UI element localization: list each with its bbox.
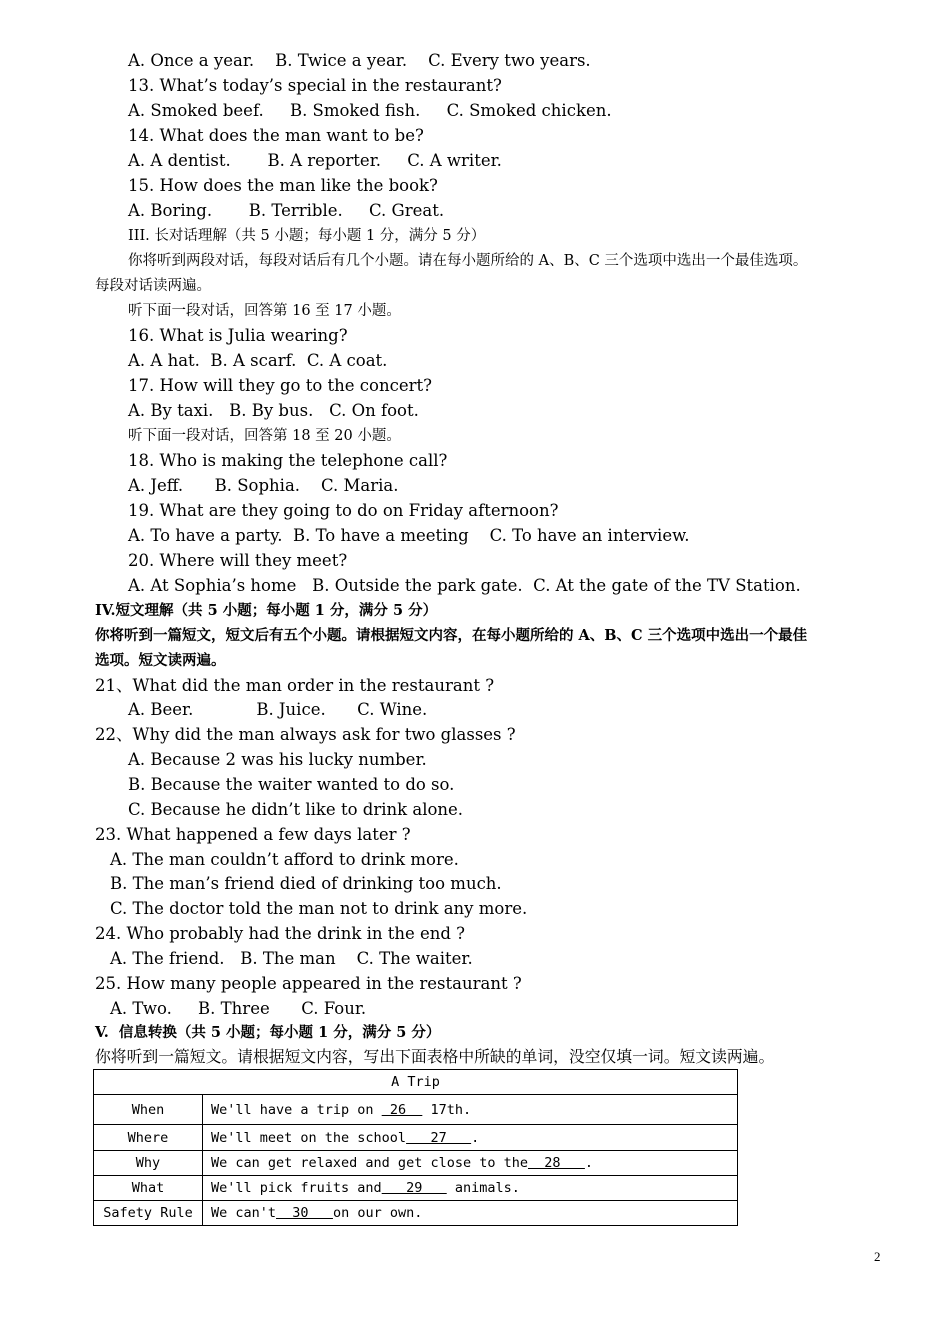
answer-blank-28: 28 [527,1155,585,1171]
q24-options: A. The friend. B. The man C. The waiter. [110,949,473,968]
trip-table-title: A Trip [94,1070,738,1095]
q15-question: 15. How does the man like the book? [128,176,438,195]
section-iii-heading: III. 长对话理解（共 5 小题；每小题 1 分，满分 5 分） [128,228,486,244]
section-iv-instructions-cont: 选项。短文读两遍。 [95,652,226,669]
trip-row-content [203,1125,738,1151]
section-v-heading: V. 信息转换（共 5 小题；每小题 1 分，满分 5 分） [95,1024,441,1041]
dialogue-2-intro: 听下面一段对话，回答第 18 至 20 小题。 [128,428,401,444]
trip-row-label: Why [94,1151,203,1176]
row-text-pre: We'll meet on the school [211,1129,407,1146]
row-text-pre: We'll have a trip on [211,1101,382,1118]
row-text-post: animals. [446,1180,520,1196]
trip-row-label: Safety Rule [94,1201,203,1226]
q22-option-b: B. Because the waiter wanted to do so. [128,775,455,794]
q16-options: A. A hat. B. A scarf. C. A coat. [128,351,388,370]
q23-option-b: B. The man’s friend died of drinking too much. [110,874,502,893]
trip-row-safety-rule [94,1201,738,1226]
q13-options: A. Smoked beef. B. Smoked fish. C. Smoked chicken. [128,101,612,120]
q14-options: A. A dentist. B. A reporter. C. A writer. [128,151,502,170]
q18-options: A. Jeff. B. Sophia. C. Maria. [128,476,399,495]
q25-question: 25. How many people appeared in the restaurant ? [95,974,522,993]
q17-question: 17. How will they go to the concert? [128,376,432,395]
trip-table-title-row [94,1070,738,1095]
q20-options: A. At Sophia’s home B. Outside the park gate. C. At the gate of the TV Station. [128,576,801,595]
row-text-pre: We can't [211,1205,277,1221]
trip-row-label: When [94,1095,203,1125]
trip-row-content [203,1201,738,1226]
section-iv-instructions: 你将听到一篇短文，短文后有五个小题。请根据短文内容，在每小题所给的 A、B、C 三个选项中选出一个最佳 [95,627,808,644]
q22-option-a: A. Because 2 was his lucky number. [128,750,427,769]
trip-row-content [203,1151,738,1176]
section-iii-instructions: 你将听到两段对话，每段对话后有几个小题。请在每小题所给的 A、B、C 三个选项中选出一个最佳选项。 [128,253,808,269]
row-text-post: 17th. [422,1101,472,1118]
q22-question: 22、Why did the man always ask for two glasses ? [95,725,516,744]
answer-blank-30: 30 [276,1205,333,1221]
q21-options: A. Beer. B. Juice. C. Wine. [128,700,428,719]
row-text-post: on our own. [332,1205,423,1221]
row-text-post: . [471,1129,480,1146]
trip-row-where [94,1125,738,1151]
trip-row-what [94,1176,738,1201]
q18-question: 18. Who is making the telephone call? [128,451,448,470]
q15-options: A. Boring. B. Terrible. C. Great. [128,201,445,220]
trip-table [93,1069,738,1226]
row-text-post: . [584,1155,594,1171]
q24-question: 24. Who probably had the drink in the end ? [95,924,466,943]
row-text-pre: We can get relaxed and get close to the [211,1155,528,1171]
trip-row-when [94,1095,738,1125]
answer-blank-27: 27 [406,1129,472,1146]
q25-options: A. Two. B. Three C. Four. [110,999,367,1018]
trip-row-content [203,1176,738,1201]
q22-option-c: C. Because he didn’t like to drink alone. [128,800,464,819]
trip-row-label: Where [94,1125,203,1151]
trip-row-why [94,1151,738,1176]
trip-row-label: What [94,1176,203,1201]
page-number: 2 [874,1249,881,1264]
answer-blank-26: 26 [381,1101,423,1118]
dialogue-1-intro: 听下面一段对话，回答第 16 至 17 小题。 [128,303,401,319]
q17-options: A. By taxi. B. By bus. C. On foot. [128,401,419,420]
section-v-instructions: 你将听到一篇短文。请根据短文内容，写出下面表格中所缺的单词，没空仅填一词。短文读两遍。 [95,1047,775,1066]
q19-options: A. To have a party. B. To have a meeting C. To have an interview. [128,526,690,545]
q23-option-a: A. The man couldn’t afford to drink more. [110,850,459,869]
answer-blank-29: 29 [381,1180,447,1196]
q13-question: 13. What’s today’s special in the restaurant? [128,76,502,95]
q23-option-c: C. The doctor told the man not to drink any more. [110,899,528,918]
q20-question: 20. Where will they meet? [128,551,348,570]
section-iv-heading: IV.短文理解（共 5 小题；每小题 1 分，满分 5 分） [95,602,438,619]
q16-question: 16. What is Julia wearing? [128,326,348,345]
section-iii-instructions-cont: 每段对话读两遍。 [95,278,211,294]
trip-row-content [203,1095,738,1125]
q19-question: 19. What are they going to do on Friday afternoon? [128,501,559,520]
q21-question: 21、What did the man order in the restaurant ? [95,676,495,695]
q23-question: 23. What happened a few days later ? [95,825,411,844]
row-text-pre: We'll pick fruits and [211,1180,382,1196]
q12-options: A. Once a year. B. Twice a year. C. Every two years. [128,51,591,70]
q14-question: 14. What does the man want to be? [128,126,424,145]
